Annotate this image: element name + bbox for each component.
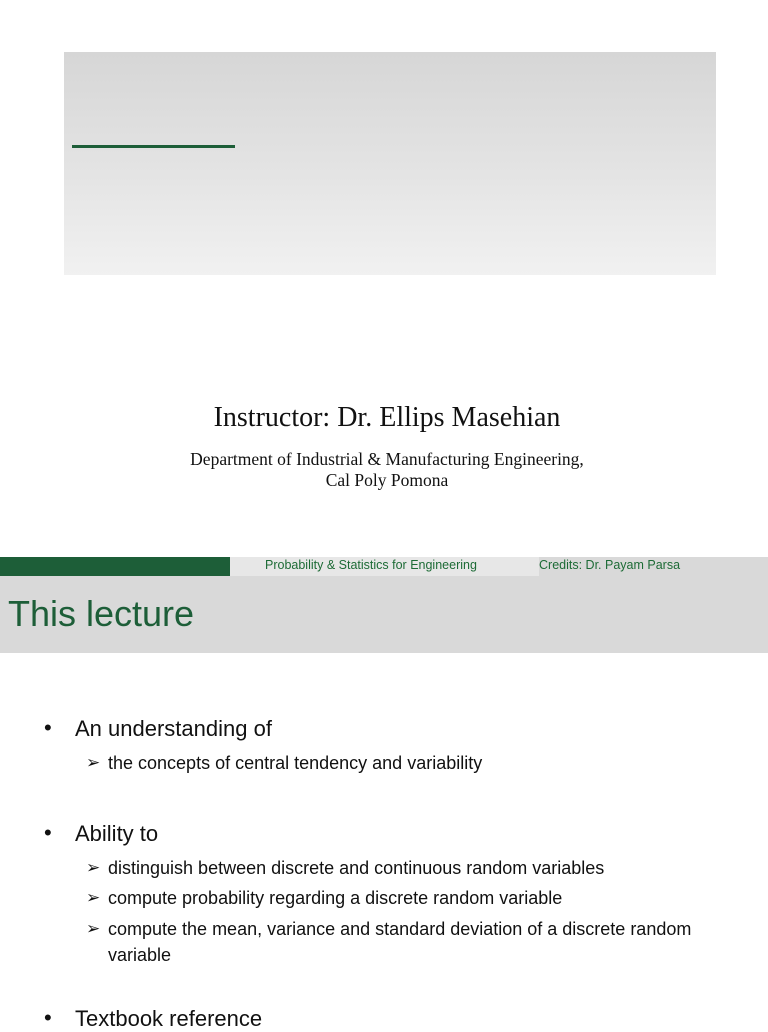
slide-title-band (0, 576, 768, 653)
list-item: compute the mean, variance and standard deviation of a discrete random variable (108, 919, 692, 965)
bullet-understanding: An understanding of (75, 716, 272, 741)
department-line-2: Cal Poly Pomona (325, 470, 449, 490)
arrow-bullet-icon: ➢ (86, 888, 101, 907)
accent-bar (0, 557, 230, 576)
arrow-bullet-icon: ➢ (86, 858, 101, 877)
department-affiliation (0, 449, 768, 491)
credits-text: Credits: Dr. Payam Parsa (539, 558, 681, 572)
bullet-icon: • (44, 715, 52, 740)
title-accent-line (72, 145, 235, 148)
bullet-icon: • (44, 820, 52, 845)
credits-box (539, 557, 768, 576)
list-item: distinguish between discrete and continuous random variables (108, 858, 605, 878)
slide-title: This lecture (8, 593, 195, 634)
bullet-textbook: Textbook reference (75, 1006, 263, 1031)
arrow-bullet-icon: ➢ (86, 919, 101, 938)
instructor-name: Instructor: Dr. Ellips Masehian (213, 402, 561, 433)
list-item: the concepts of central tendency and variability (108, 753, 483, 773)
bullet-icon: • (44, 1005, 52, 1030)
department-line-1: Department of Industrial & Manufacturing Engineering, (190, 449, 584, 469)
list-item: compute probability regarding a discrete random variable (108, 888, 563, 908)
course-name: Probability & Statistics for Engineering (265, 558, 477, 572)
bullet-ability: Ability to (75, 821, 159, 846)
title-banner (64, 52, 716, 275)
slide-header-strip (0, 557, 768, 576)
arrow-bullet-icon: ➢ (86, 753, 101, 772)
